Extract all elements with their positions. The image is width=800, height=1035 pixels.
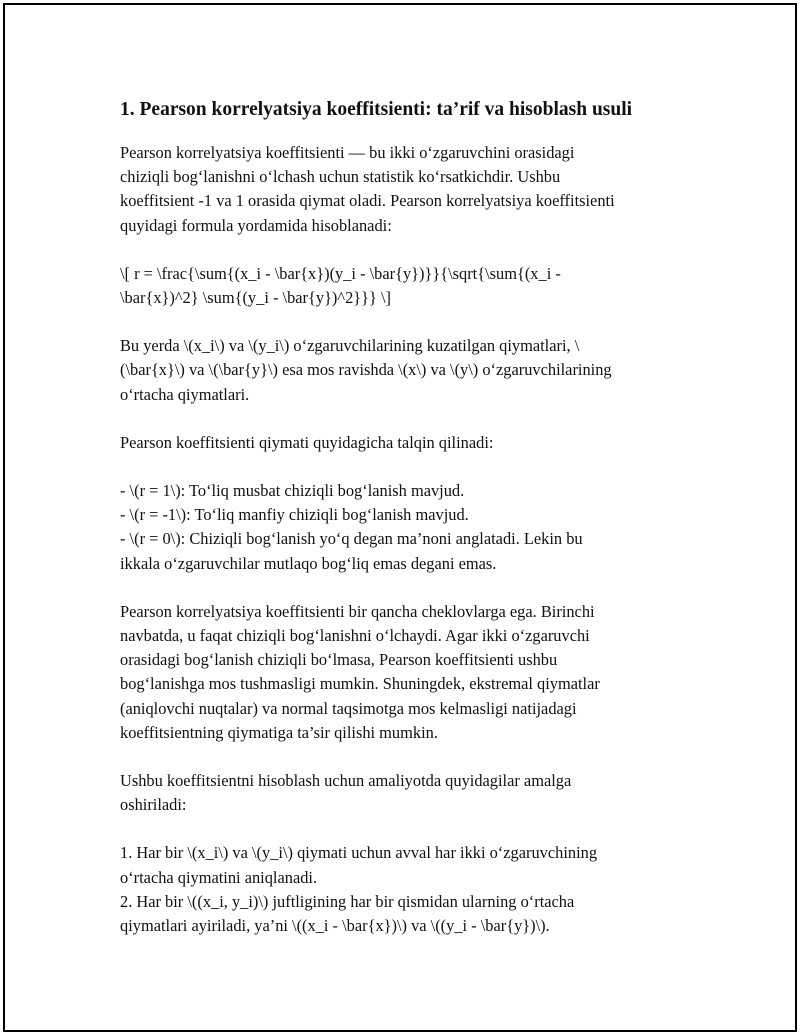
list-item: ikkala o‘zgaruvchilar mutlaqo bog‘liq emas degani emas. bbox=[120, 553, 497, 573]
interpretation-intro bbox=[120, 431, 685, 455]
document-page bbox=[3, 3, 797, 1032]
text-line: (aniqlovchi nuqtalar) va normal taqsimotga mos kelmasligi natijadagi bbox=[120, 698, 577, 718]
steps-list bbox=[120, 841, 685, 938]
formula-line: \bar{x})^2} \sum{(y_i - \bar{y})^2}}} \] bbox=[120, 288, 391, 308]
steps-intro-paragraph bbox=[120, 769, 685, 817]
text-line: Pearson korrelyatsiya koeffitsienti bir qancha cheklovlarga ega. Birinchi bbox=[120, 601, 595, 621]
text-line: navbatda, u faqat chiziqli bog‘lanishni o‘lchaydi. Agar ikki o‘zgaruvchi bbox=[120, 626, 590, 646]
list-item: 2. Har bir \((x_i, y_i)\) juftligining har bir qismidan ularning o‘rtacha bbox=[120, 891, 575, 911]
text-line: chiziqli bog‘lanishni o‘lchash uchun statistik ko‘rsatkichdir. Ushbu bbox=[120, 167, 561, 187]
text-line: Bu yerda \(x_i\) va \(y_i\) o‘zgaruvchilarining kuzatilgan qiymatlari, \ bbox=[120, 336, 580, 356]
formula-paragraph bbox=[120, 262, 685, 310]
text-line: Pearson korrelyatsiya koeffitsienti — bu ikki o‘zgaruvchini orasidagi bbox=[120, 143, 575, 162]
formula-line: \[ r = \frac{\sum{(x_i - \bar{x})(y_i - \bar{y})}}{\sqrt{\sum{(x_i - bbox=[120, 263, 561, 283]
text-line: bog‘lanishga mos tushmasligi mumkin. Shuningdek, ekstremal qiymatlar bbox=[120, 674, 600, 694]
text-line: oshiriladi: bbox=[120, 795, 187, 815]
section-title: 1. Pearson korrelyatsiya koeffitsienti: ta’rif va hisoblash usuli bbox=[120, 99, 633, 120]
text-line: quyidagi formula yordamida hisoblanadi: bbox=[120, 215, 392, 235]
text-line: Ushbu koeffitsientni hisoblash uchun amaliyotda quyidagilar amalga bbox=[120, 771, 572, 791]
text-line: (\bar{x}\) va \(\bar{y}\) esa mos ravishda \(x\) va \(y\) o‘zgaruvchilarining bbox=[120, 360, 612, 380]
list-item: - \(r = 0\): Chiziqli bog‘lanish yo‘q degan ma’noni anglatadi. Lekin bu bbox=[120, 529, 583, 549]
list-item: - \(r = -1\): To‘liq manfiy chiziqli bog‘lanish mavjud. bbox=[120, 505, 469, 525]
interpretation-list bbox=[120, 479, 685, 576]
text-line: koeffitsient -1 va 1 orasida qiymat oladi. Pearson korrelyatsiya koeffitsienti bbox=[120, 191, 615, 211]
list-item: - \(r = 1\): To‘liq musbat chiziqli bog‘lanish mavjud. bbox=[120, 481, 465, 501]
text-line: orasidagi bog‘lanish chiziqli bo‘lmasa, Pearson koeffitsienti ushbu bbox=[120, 650, 558, 670]
list-item: qiymatlari ayiriladi, ya’ni \((x_i - \bar{x})\) va \((y_i - \bar{y})\). bbox=[120, 916, 550, 936]
text-line: Pearson koeffitsienti qiymati quyidagicha talqin qilinadi: bbox=[120, 432, 494, 452]
definition-paragraph bbox=[120, 334, 685, 407]
list-item: 1. Har bir \(x_i\) va \(y_i\) qiymati uchun avval har ikki o‘zgaruvchining bbox=[120, 843, 598, 863]
intro-paragraph bbox=[120, 141, 685, 238]
limitations-paragraph bbox=[120, 600, 685, 745]
text-line: koeffitsientning qiymatiga ta’sir qilishi mumkin. bbox=[120, 722, 438, 742]
list-item: o‘rtacha qiymatini aniqlanadi. bbox=[120, 867, 318, 887]
text-line: o‘rtacha qiymatlari. bbox=[120, 384, 250, 404]
document-body bbox=[120, 96, 685, 962]
